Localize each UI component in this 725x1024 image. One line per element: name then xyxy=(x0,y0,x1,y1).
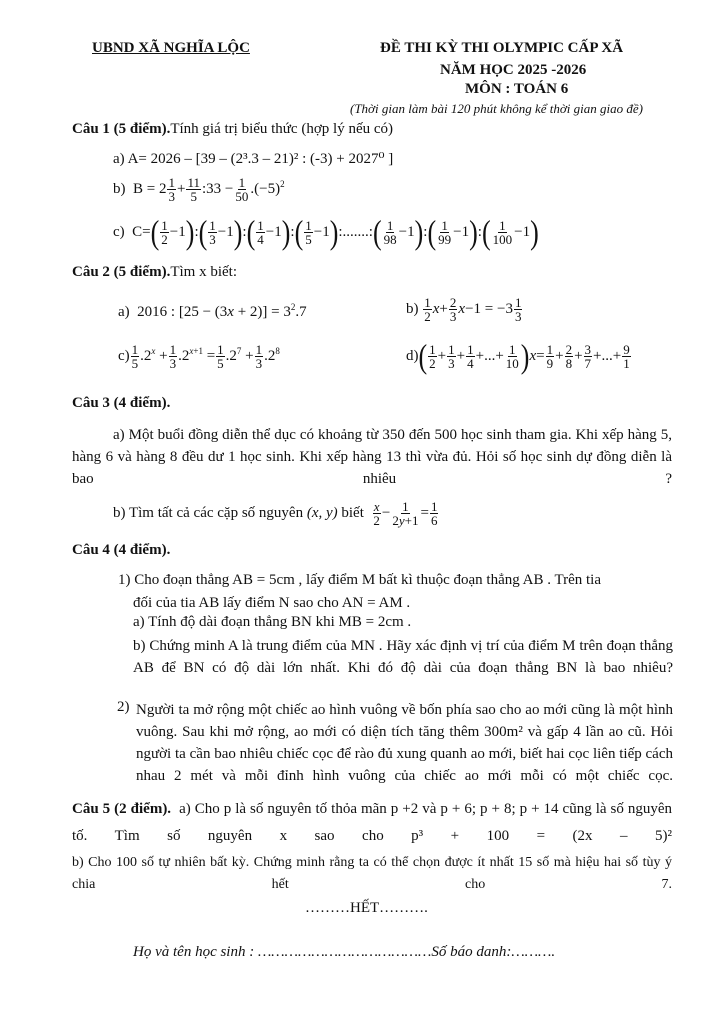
question-4-1-line1: 1) Cho đoạn thẳng AB = 5cm , lấy điểm M bất kì thuộc đoạn thẳng AB . Trên tia xyxy=(118,572,602,588)
question-3a: a) Một buổi đồng diễn thể dục có khoảng từ 350 đến 500 học sinh tham gia. Khi xếp hàng 5, hàng 6 và hàng 8 đều dư 1 học sinh. Khi xếp hàng 13 thì vừa đủ. Hỏi số học sinh dự đồng diễn là bao nhiêu ? xyxy=(72,427,672,487)
student-info-line: Họ và tên học sinh : …………………………………Số báo danh:………. xyxy=(133,944,556,960)
question-2-label: Câu 2 (5 điểm). xyxy=(72,264,171,280)
question-3-heading: Câu 3 (4 điểm). xyxy=(72,395,171,411)
question-1a: a) A= 2026 – [39 – (2³.3 – 21)² : (-3) + 2027⁰ ] xyxy=(113,151,394,167)
question-2-heading xyxy=(72,264,237,281)
question-1-text: Tính giá trị biểu thức (hợp lý nếu có) xyxy=(170,121,393,137)
question-4-heading: Câu 4 (4 điểm). xyxy=(72,542,171,558)
question-2b: b) $\frac{1}{2}$ x+ $\frac{2}{3}$ x−1 = −3 $\frac{1}{3}$ xyxy=(406,295,522,324)
question-5-label: Câu 5 (2 điểm). xyxy=(72,801,172,817)
exam-title: ĐỀ THI KỲ THI OLYMPIC CẤP XÃ xyxy=(380,40,624,56)
question-1b xyxy=(113,176,285,203)
question-1c-label: c) xyxy=(113,223,125,240)
question-5b: b) Cho 100 số tự nhiên bất kỳ. Chứng minh rằng ta có thể chọn được ít nhất 15 số mà hiệu hai số tùy ý chia hết cho 7. xyxy=(72,855,672,892)
question-2c: c) $\frac{1}{5}$ $.2^x$ + $\frac{1}{3}$ $.2^{x+1}$ = $\frac{1}{5}$ $.2^7$ + $\frac{1}{3}$ $.2^8$ xyxy=(118,342,280,371)
question-1-label: Câu 1 (5 điểm). xyxy=(72,121,171,137)
question-4-1a: a) Tính độ dài đoạn thẳng BN khi MB = 2cm . xyxy=(133,614,412,630)
question-1b-formula: B = 2 $\frac{1}{3}$ + $\frac{11}{5}$ :33 − $\frac{1}{50}$ $.(-5)^2$ xyxy=(129,175,285,204)
issuing-authority: UBND XÃ NGHĨA LỘC xyxy=(92,40,250,56)
question-4-2-number: 2) xyxy=(117,699,130,715)
school-year: NĂM HỌC 2025 -2026 xyxy=(440,62,587,78)
time-note: (Thời gian làm bài 120 phút không kể thời gian giao đề) xyxy=(350,101,643,116)
question-1c-formula: C=( $\frac{1}{2}$ −1):( $\frac{1}{3}$ −1):( $\frac{1}{4}$ −1):( $\frac{1}{5}$ −1):.......:( $\frac{1}{98}$ −1):( $\frac{1}{99}$ −1):( $\frac{1}{100}$ −1) xyxy=(128,213,539,251)
question-1-heading xyxy=(72,121,393,138)
question-4-1b: b) Chứng minh A là trung điểm của MN . Hãy xác định vị trí của điểm M trên đoạn thẳng AB để BN có độ dài lớn nhất. Khi đó độ dài của đoạn thẳng BN là bao nhiêu? xyxy=(133,638,673,676)
question-3b-text: b) Tìm tất cả các cặp số nguyên xyxy=(113,504,304,521)
question-5a-text: a) Cho p là số nguyên tố thỏa mãn p +2 và p + 6; p + 8; p + 14 cũng là số nguyên tố. Tìm số nguyên x sao cho p³ + 100 = (2x – 5)² xyxy=(72,801,672,844)
question-2d: d)( $\frac{1}{2}$ + $\frac{1}{3}$ + $\frac{1}{4}$ +...+ $\frac{1}{10}$ )x= $\frac{1}{9}$ + $\frac{2}{8}$ + $\frac{3}{7}$ +...+ $\frac{9}{1}$ xyxy=(406,337,630,375)
question-4-1-line2: đối của tia AB lấy điểm N sao cho AN = AM . xyxy=(133,595,411,611)
question-4-2: Người ta mở rộng một chiếc ao hình vuông về bốn phía sao cho ao mới cũng là một hình vuông. Sau khi mở rộng, ao mới có diện tích tăng thêm 300m² và gấp 4 lần ao cũ. Hỏi người ta cần bao nhiêu chiếc cọc để rào đủ xung quanh ao mới, biết hai cọc liên tiếp cách nhau 2 mét và mỗi đỉnh hình vuông của chiếc ao mới mỗi có một chiếc cọc. xyxy=(136,702,673,784)
question-2-text: Tìm x biết: xyxy=(170,264,237,280)
subject: MÔN : TOÁN 6 xyxy=(465,81,569,97)
question-5a xyxy=(72,796,672,850)
question-2a: a) 2016 : $[25 - (3x + 2)] = 3^2.7$ xyxy=(118,302,307,320)
question-3b-pair: (x, y) xyxy=(306,504,338,521)
end-marker: ………HẾT………. xyxy=(305,900,428,916)
question-3b-known: biết xyxy=(341,504,364,521)
question-1b-label: b) xyxy=(113,180,126,197)
question-3b: b) Tìm tất cả các cặp số nguyên (x, y) biết $\frac{x}{2}$ − $\frac{1}{2y+1}$ = $\frac{1}{6}$ xyxy=(113,499,438,528)
question-1c xyxy=(113,213,539,251)
